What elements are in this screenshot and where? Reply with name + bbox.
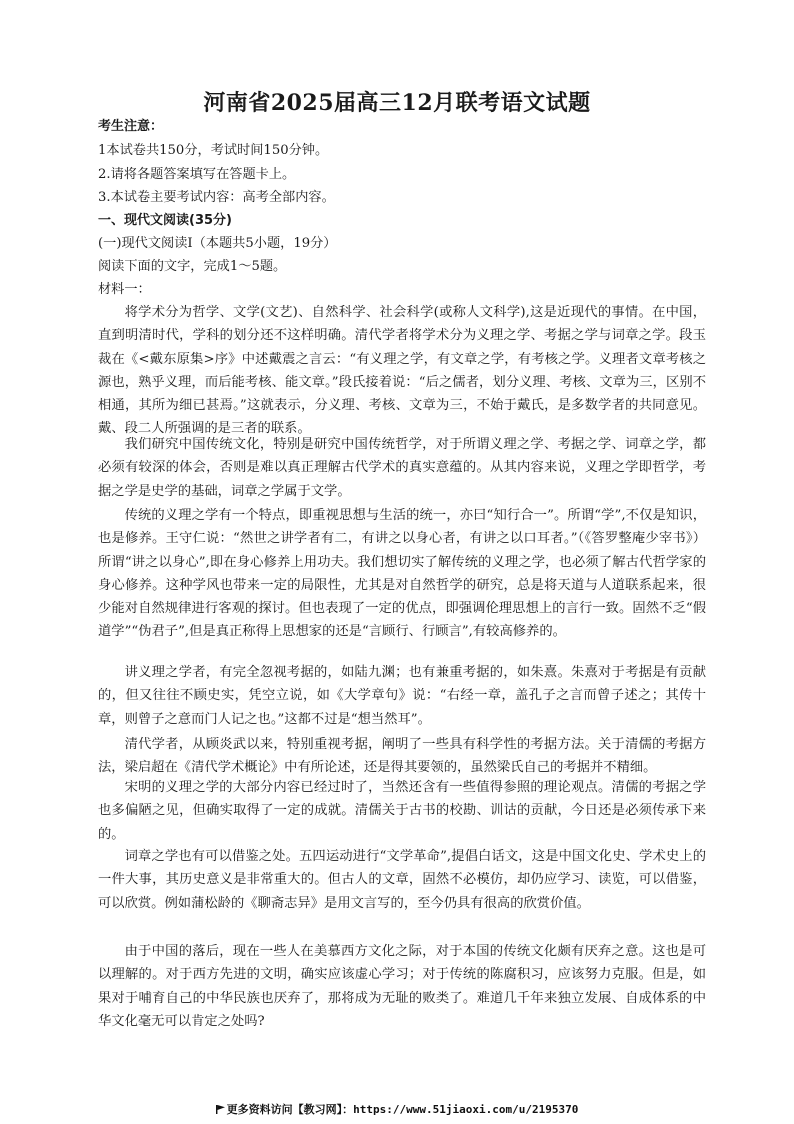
- paragraph-text: 清代学者，从顾炎武以来，特别重视考据，阐明了一些具有科学性的考据方法。关于清儒的考据方法，梁启超在《清代学术概论》中有所论述，还是得其要领的，虽然梁氏自己的考据并不精细。: [98, 737, 706, 776]
- paragraph-3: [98, 504, 706, 644]
- paragraph-text: 宋明的义理之学的大部分内容已经过时了，当然还含有一些值得参照的理论观点。清儒的考据之学也多偏陋之见，但确实取得了一定的成就。清儒关于古书的校勘、训诂的贡献，今日还是必须传承下来的。: [98, 780, 706, 842]
- paragraph-text: 我们研究中国传统文化，特别是研究中国传统哲学，对于所谓义理之学、考据之学、词章之学，都必须有较深的体会，否则是难以真正理解古代学术的真实意蕴的。从其内容来说，义理之学即哲学，考据之学是史学的基础，词章之学属于文学。: [98, 437, 706, 499]
- page-footer[interactable]: [0, 1101, 794, 1117]
- material-label: 材料一：: [98, 282, 151, 297]
- flag-icon: [216, 1105, 225, 1114]
- subsection-heading: (一)现代文阅读Ⅰ（本题共5小题，19分）: [98, 236, 337, 251]
- paragraph-4: [98, 661, 706, 731]
- paragraph-text: 讲义理之学者，有完全忽视考据的，如陆九渊；也有兼重考据的，如朱熹。朱熹对于考据是有贡献的，但又往往不顾史实，凭空立说，如《大学章句》说：“右经一章，盖孔子之言而曾子述之；其传十章，则曾子之意而门人记之也。”这都不过是“想当然耳”。: [98, 665, 706, 727]
- notice-heading: 考生注意：: [98, 119, 164, 134]
- paragraph-text: 由于中国的落后，现在一些人在美慕西方文化之际，对于本国的传统文化颇有厌弃之意。这也是可以理解的。对于西方先进的文明，确实应该虚心学习；对于传统的陈腐积习，应该努力克服。但是，如果对于哺育自己的中华民族也厌弃了，那将成为无耻的败类了。难道几千年来独立发展、自成体系的中华文化毫无可以肯定之处吗?: [98, 944, 706, 1029]
- paragraph-1: [98, 301, 706, 441]
- paragraph-text: 词章之学也有可以借鉴之处。五四运动进行“文学革命”,提倡白话文，这是中国文化史、学术史上的一件大事，其历史意义是非常重大的。但古人的文章，固然不必模仿，却仍应学习、读览，可以借鉴，可以欣赏。例如蒲松龄的《聊斋志异》是用文言写的，至今仍具有很高的欣赏价值。: [98, 849, 706, 911]
- section-heading: 一、现代文阅读(35分): [98, 213, 232, 228]
- paragraph-text: 将学术分为哲学、文学(文艺)、自然科学、社会科学(或称人文科学),这是近现代的事情。在中国，直到明清时代，学科的划分还不这样明确。清代学者将学术分为义理之学、考据之学与词章之学。段玉裁在《<戴东原集>序》中述戴震之言云：“有义理之学，有文章之学，有考核之学。义理者文章考核之源也，熟乎义理，而后能考核、能文章。”段氏接着说：“后之儒者，划分义理、考核、文章为三，区别不相通，其所为细已甚焉。”这就表示，分义理、考核、文章为三，不始于戴氏，是多数学者的共同意见。戴、段二人所强调的是三者的联系。: [98, 305, 706, 437]
- reading-instruction: 阅读下面的文字，完成1～5题。: [98, 259, 287, 274]
- paragraph-8: [98, 940, 706, 1033]
- exam-title: 河南省2025届高三12月联考语文试题: [203, 90, 591, 116]
- paragraph-7: [98, 845, 706, 915]
- footer-link-text[interactable]: 更多资料访问【教习网】：https://www.51jiaoxi.com/u/2195370: [226, 1103, 579, 1116]
- paragraph-text: 传统的义理之学有一个特点，即重视思想与生活的统一，亦曰“知行合一”。所谓“学”,不仅是知识，也是修养。王守仁说：“然世之讲学者有二，有讲之以身心者，有讲之以口耳者。”（《答罗整庵少宰书》）所谓“讲之以身心”,即在身心修养上用功夫。我们想切实了解传统的义理之学，也必须了解古代哲学家的身心修养。这种学风也带来一定的局限性，尤其是对自然哲学的研究，总是将天道与人道联系起来，很少能对自然规律进行客观的探讨。但也表现了一定的优点，即强调伦理思想上的言行一致。固然不乏“假道学”“伪君子”,但是真正称得上思想家的还是“言顾行、行顾言”,有较高修养的。: [98, 508, 706, 640]
- paragraph-5: [98, 733, 706, 780]
- notice-item-1: 1本试卷共150分，考试时间150分钟。: [98, 143, 329, 158]
- paragraph-2: [98, 433, 706, 503]
- notice-item-2: 2.请将各题答案填写在答题卡上。: [98, 167, 296, 182]
- paragraph-6: [98, 776, 706, 846]
- notice-item-3: 3.本试卷主要考试内容：高考全部内容。: [98, 190, 335, 205]
